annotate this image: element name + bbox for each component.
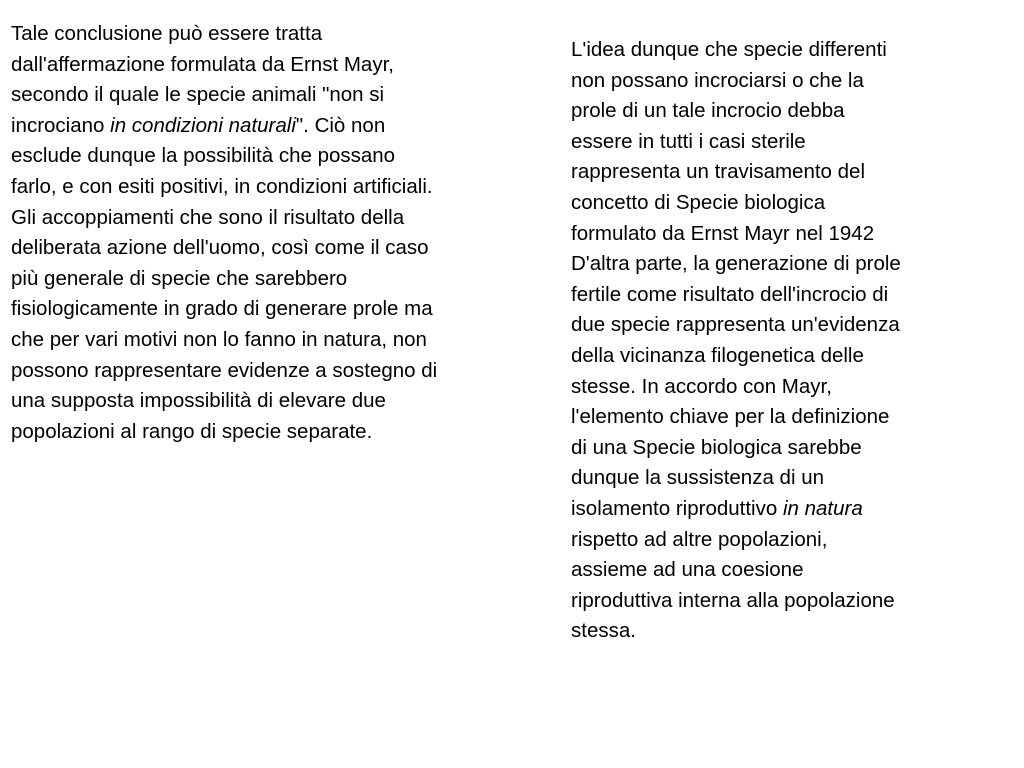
text-line — [11, 325, 546, 356]
text-line — [11, 356, 546, 387]
text-line — [571, 280, 991, 311]
text-run: riproduttiva interna alla popolazione — [571, 588, 895, 612]
text-run: farlo, e con esiti positivi, in condizioni artificiali. — [11, 174, 433, 198]
text-run: di una Specie biologica sarebbe — [571, 435, 862, 459]
text-run: della vicinanza filogenetica delle — [571, 343, 864, 367]
text-run: dunque la sussistenza di un — [571, 466, 825, 490]
text-line — [11, 294, 546, 325]
text-run: due specie rappresenta un'evidenza — [571, 313, 900, 337]
text-line — [571, 249, 991, 280]
text-line — [11, 50, 546, 81]
text-line — [571, 341, 991, 372]
text-line — [571, 494, 991, 525]
text-run: stesse. In accordo con Mayr, — [571, 374, 832, 398]
text-run: formulato da Ernst Mayr nel 1942 — [571, 221, 875, 245]
text-line — [571, 66, 991, 97]
text-run: assieme ad una coesione — [571, 558, 804, 582]
text-line — [11, 141, 546, 172]
text-line — [571, 157, 991, 188]
text-line — [571, 433, 991, 464]
left-text-column — [11, 19, 546, 447]
text-line — [571, 372, 991, 403]
text-run: una supposta impossibilità di elevare due — [11, 389, 386, 413]
text-line — [571, 219, 991, 250]
text-line — [571, 463, 991, 494]
text-line — [11, 264, 546, 295]
text-line — [571, 127, 991, 158]
text-line — [11, 417, 546, 448]
text-run: più generale di specie che sarebbero — [11, 266, 348, 290]
text-run: D'altra parte, la generazione di prole — [571, 252, 901, 276]
text-run: L'idea dunque che specie differenti — [571, 38, 887, 61]
text-line — [571, 525, 991, 556]
text-run: Tale conclusione può essere tratta — [11, 22, 323, 45]
text-line — [571, 586, 991, 617]
text-run: dall'affermazione formulata da Ernst Mayr, — [11, 52, 394, 76]
text-line — [11, 233, 546, 264]
text-line — [571, 188, 991, 219]
text-run: concetto di Specie biologica — [571, 190, 826, 214]
text-run: secondo il quale le specie animali "non si — [11, 83, 385, 107]
text-run: fisiologicamente in grado di generare prole ma — [11, 297, 433, 321]
text-run: Gli accoppiamenti che sono il risultato della — [11, 205, 405, 229]
text-run: che per vari motivi non lo fanno in natura, non — [11, 327, 427, 351]
text-line — [571, 616, 991, 647]
text-run: prole di un tale incrocio debba — [571, 99, 845, 123]
text-run: esclude dunque la possibilità che possano — [11, 144, 396, 168]
text-run: rispetto ad altre popolazioni, — [571, 527, 828, 551]
italic-phrase: in condizioni naturali — [110, 113, 296, 137]
text-line — [571, 310, 991, 341]
italic-phrase: in natura — [782, 496, 863, 520]
text-run: fertile come risultato dell'incrocio di — [571, 282, 889, 306]
text-run: l'elemento chiave per la definizione — [571, 405, 890, 429]
text-line — [11, 172, 546, 203]
text-line — [571, 35, 991, 66]
text-line — [11, 80, 546, 111]
text-line — [571, 96, 991, 127]
text-line — [11, 386, 546, 417]
text-line — [11, 19, 546, 50]
right-text-column — [571, 35, 991, 647]
text-line — [11, 111, 546, 142]
text-line — [571, 402, 991, 433]
text-run: possono rappresentare evidenze a sostegno di — [11, 358, 438, 382]
text-line — [571, 555, 991, 586]
text-run: incrociano — [11, 113, 111, 137]
text-run: stessa. — [571, 619, 636, 643]
text-run: rappresenta un travisamento del — [571, 160, 866, 184]
text-run: non possano incrociarsi o che la — [571, 68, 864, 92]
text-run: ". Ciò non — [295, 113, 386, 137]
text-line — [11, 203, 546, 234]
text-run: deliberata azione dell'uomo, così come il caso — [11, 236, 429, 260]
text-run: popolazioni al rango di specie separate. — [11, 419, 373, 443]
text-run: isolamento riproduttivo — [571, 496, 783, 520]
text-run: essere in tutti i casi sterile — [571, 129, 806, 153]
